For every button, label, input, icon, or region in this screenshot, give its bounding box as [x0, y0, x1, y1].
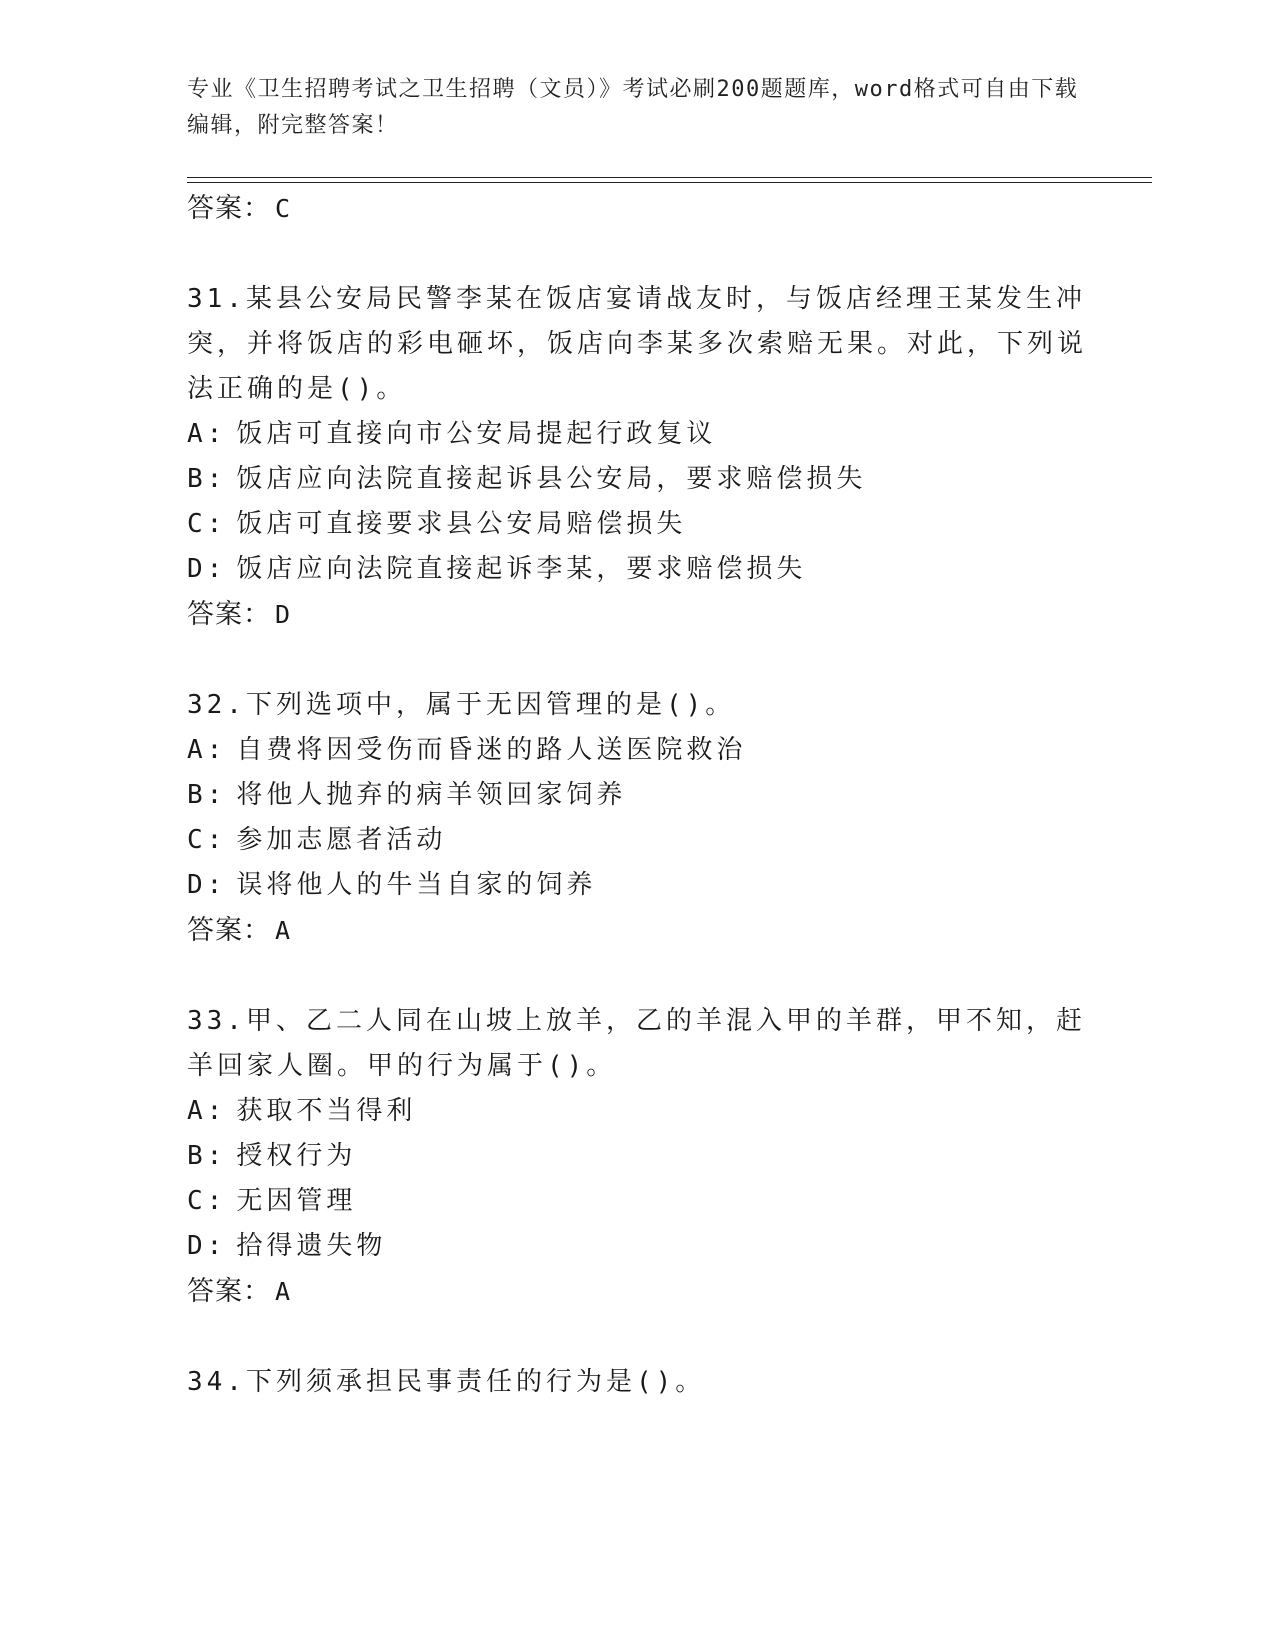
answer-value: A: [275, 916, 292, 945]
page-header: 专业《卫生招聘考试之卫生招聘（文员）》考试必刷200题题库，word格式可自由下载编辑，附完整答案！: [187, 77, 1079, 138]
answer-label: 答案：: [187, 915, 271, 945]
answer-label: 答案：: [187, 1276, 271, 1306]
question-text: 32.下列选项中，属于无因管理的是()。: [187, 690, 736, 720]
question-list: [187, 186, 1087, 1405]
option-a: A: 自费将因受伤而昏迷的路人送医院救治: [187, 735, 747, 765]
option-b: B: 饭店应向法院直接起诉县公安局，要求赔偿损失: [187, 464, 867, 494]
answer-label: 答案：: [187, 193, 271, 223]
option-d: D: 拾得遗失物: [187, 1231, 387, 1261]
answer-line: [187, 1269, 1087, 1314]
question-text: 33.甲、乙二人同在山坡上放羊，乙的羊混入甲的羊群，甲不知，赶羊回家人圈。甲的行为属于()。: [187, 1006, 1086, 1081]
header-divider-bottom: [187, 182, 1152, 183]
option-b: B: 授权行为: [187, 1141, 357, 1171]
answer-value: A: [275, 1277, 292, 1306]
option-b: B: 将他人抛弃的病羊领回家饲养: [187, 780, 627, 810]
question-text: 34.下列须承担民事责任的行为是()。: [187, 1367, 706, 1397]
option-c: C: 参加志愿者活动: [187, 825, 447, 855]
answer-value: C: [275, 194, 292, 223]
answer-line: [187, 186, 1087, 231]
option-c: C: 饭店可直接要求县公安局赔偿损失: [187, 509, 687, 539]
question-text: 31.某县公安局民警李某在饭店宴请战友时，与饭店经理王某发生冲突，并将饭店的彩电砸坏，饭店向李某多次索赔无果。对此，下列说法正确的是()。: [187, 284, 1088, 404]
answer-line: [187, 908, 1087, 953]
option-c: C: 无因管理: [187, 1186, 357, 1216]
header-divider-top: [187, 177, 1152, 178]
answer-label: 答案：: [187, 599, 271, 629]
option-a: A: 饭店可直接向市公安局提起行政复议: [187, 419, 717, 449]
answer-line: [187, 592, 1087, 637]
option-d: D: 饭店应向法院直接起诉李某，要求赔偿损失: [187, 554, 807, 584]
answer-value: D: [275, 600, 292, 629]
option-a: A: 获取不当得利: [187, 1096, 417, 1126]
option-d: D: 误将他人的牛当自家的饲养: [187, 870, 597, 900]
